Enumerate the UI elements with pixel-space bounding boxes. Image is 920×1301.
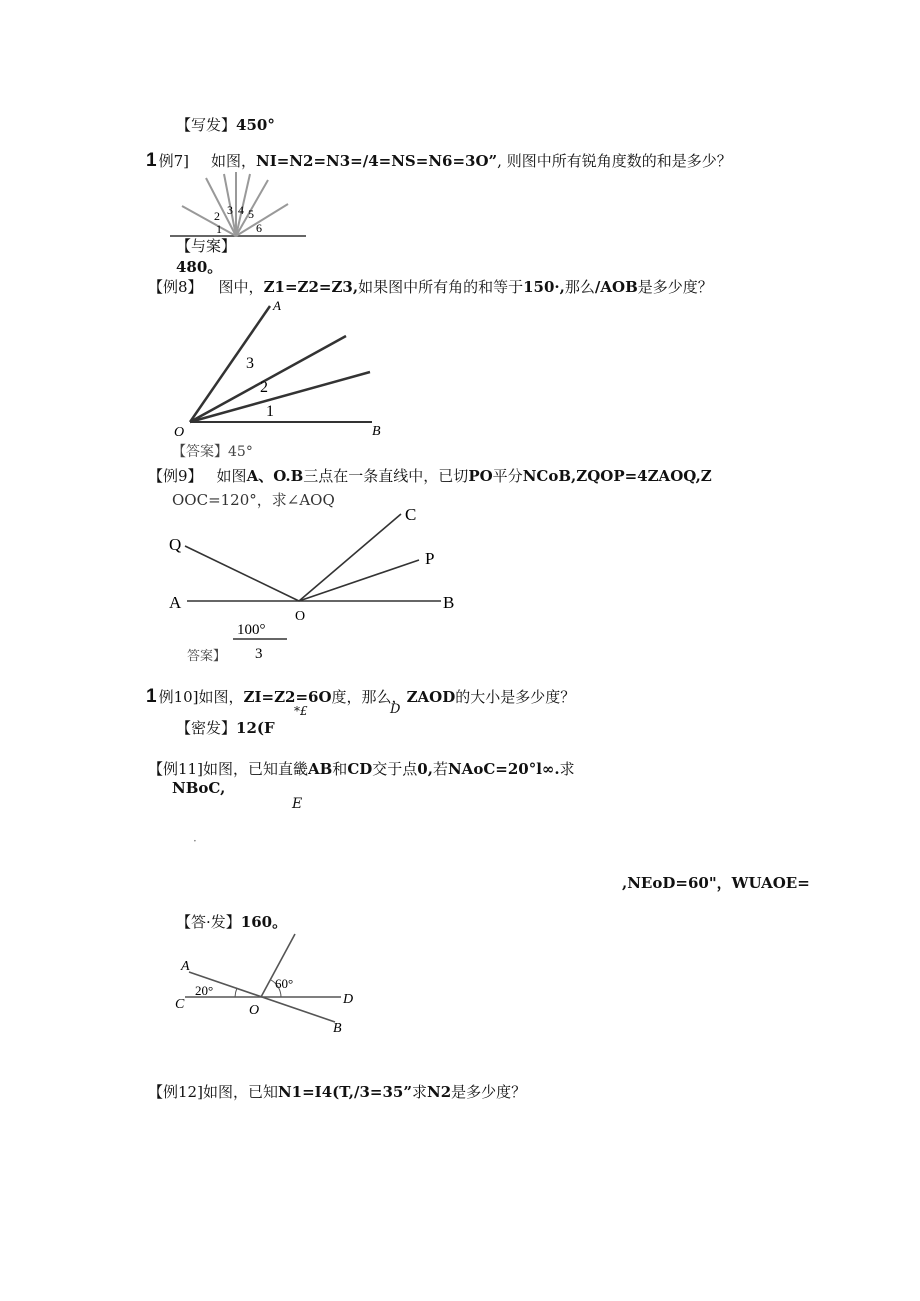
fig7-label: 2 (214, 209, 220, 223)
answer-label: 【答案】 (172, 444, 228, 460)
fig11-label-20: 20° (195, 983, 214, 998)
example-po: PO (468, 467, 493, 485)
example-11-answer (176, 911, 287, 932)
fig8-label-3: 3 (246, 355, 254, 372)
example-text: 如图， (198, 688, 244, 706)
example-tag: 【例8】 (148, 278, 203, 296)
example-formula: NAoC=20°l∞. (447, 760, 560, 778)
example-8-figure (170, 296, 410, 446)
example-12-line (148, 1081, 526, 1102)
answer-value: 45° (228, 444, 253, 460)
example-11-stray-mark: · (193, 834, 197, 848)
answer-value: 12(F (236, 719, 275, 737)
fig7-label: 4 (238, 203, 244, 217)
fig7-label: 5 (248, 207, 254, 221)
example-text-4: 若 (432, 760, 448, 778)
fig9-label-a: A (169, 593, 182, 612)
fig8-label-1: 1 (266, 403, 274, 420)
example-ab: AB (307, 760, 333, 778)
example-q2: 那么 (564, 278, 595, 296)
fig11-label-60: 60° (275, 976, 294, 991)
fig9-ray-op (299, 560, 419, 601)
answer-value: 450° (236, 116, 275, 134)
fig8-ray-oa (190, 306, 270, 422)
example-text: 如图， (210, 152, 256, 170)
example-points: A、O.B (246, 467, 304, 485)
example-tag: 【例11] (148, 760, 203, 778)
example-9-figure (165, 500, 475, 670)
example-7-figure (170, 170, 310, 240)
fig9-label-b: B (443, 593, 455, 612)
fig9-label-o: O (295, 609, 306, 624)
example-11-line2: NBoC, (172, 779, 226, 797)
example-sum: 150·, (523, 278, 565, 296)
example-text-5: 求 (559, 760, 575, 778)
example-tag: 例10] (158, 688, 199, 706)
example-10-answer (176, 717, 275, 738)
fig11-arc-20 (235, 988, 237, 997)
example-tag: 例7] (158, 152, 189, 170)
example-formula: ZI=Z2=6O (243, 688, 332, 706)
fig11-label-d: D (343, 992, 354, 1007)
example-7-line (146, 150, 732, 172)
example-target: ZAOD (406, 688, 456, 706)
example-text-3: 是多少度？ (451, 1083, 527, 1101)
example-10-under-2: D (390, 702, 401, 717)
example-7-answer-value: 480。 (176, 258, 223, 276)
fig7-label: 6 (256, 221, 262, 235)
fig7-label: 3 (227, 203, 233, 217)
answer-label: 【密发】 (176, 719, 237, 737)
example-11-figure (165, 930, 365, 1040)
example-formula: N1=I4(T,/3=35” (277, 1083, 412, 1101)
fig11-label-a: A (181, 959, 190, 974)
example-tag: 【例12] (148, 1083, 203, 1101)
fig9-ray-oc (299, 514, 401, 601)
fig8-label-o: O (174, 425, 185, 440)
example-9-line (148, 465, 712, 486)
fig9-label-c: C (405, 505, 417, 524)
fig7-label: 1 (216, 222, 222, 236)
fig8-label-2: 2 (260, 379, 268, 396)
example-tag: 【例9】 (148, 467, 203, 485)
example-text-2: 三点在一条直线中，已切 (303, 467, 469, 485)
example-target: /AOB (594, 278, 638, 296)
example-question: , 则图中所有锐角度数的和是多少？ (497, 152, 732, 170)
answer-line-6 (176, 114, 275, 135)
example-10-line (146, 686, 575, 708)
fig9-fraction-den: 3 (255, 646, 263, 662)
answer-label: 【答·发】 (176, 913, 241, 931)
example-text-3: 平分 (492, 467, 523, 485)
example-formula: NI=N2=N3=∕4=NS=N6=3O” (256, 152, 498, 170)
example-cd: CD (347, 760, 373, 778)
example-11-line (148, 758, 575, 779)
example-text-3: 的大小是多少度？ (455, 688, 576, 706)
answer-value: 160。 (240, 913, 288, 931)
example-text: 图中， (218, 278, 264, 296)
example-mark: 1 (146, 150, 157, 171)
example-text: 如图 (216, 467, 247, 485)
fig8-label-a: A (273, 298, 281, 313)
example-11-e-label: E (292, 796, 303, 812)
fig8-label-b: B (372, 424, 381, 439)
example-9-line2-cut (172, 487, 335, 509)
example-10-under-1: *£ (294, 704, 308, 718)
fig8-ray (190, 372, 370, 422)
fig9-fraction-num: 100° (237, 622, 266, 638)
fig11-label-o: O (249, 1003, 260, 1018)
example-n2: N2 (426, 1083, 452, 1101)
example-11-right-formula: ,NEoD=60"，WUAOE= (622, 874, 810, 892)
example-text-2: 和 (332, 760, 348, 778)
example-formula: NCoB,ZQOP=4ZAOQ,Z (522, 467, 712, 485)
example-mark: 1 (146, 686, 157, 707)
fig11-label-b: B (333, 1021, 342, 1036)
example-8-line (148, 276, 713, 297)
fig11-label-c: C (175, 997, 185, 1012)
example-text: 如图，已知 (202, 1083, 278, 1101)
example-7-answer-label: 【与案】 (176, 237, 237, 255)
example-8-answer (172, 441, 253, 461)
example-formula: Z1=Z2=Z3, (263, 278, 359, 296)
example-text-2: 度，那么， (331, 688, 407, 706)
example-q3: 是多少度？ (637, 278, 713, 296)
example-line2: OOC=120°，求∠AOQ (172, 491, 335, 509)
example-question: 如果图中所有角的和等于 (358, 278, 524, 296)
example-text-3: 交于点 (372, 760, 418, 778)
answer-label: 【写发】 (176, 116, 237, 134)
fig9-label-q: Q (169, 535, 182, 554)
example-text: 如图，已知直畿 (202, 760, 308, 778)
fig9-answer-label: 答案】 (187, 648, 227, 663)
example-text-2: 求 (411, 1083, 427, 1101)
example-o: 0, (417, 760, 433, 778)
fig9-ray-oq (185, 546, 299, 601)
fig9-label-p: P (425, 549, 435, 568)
